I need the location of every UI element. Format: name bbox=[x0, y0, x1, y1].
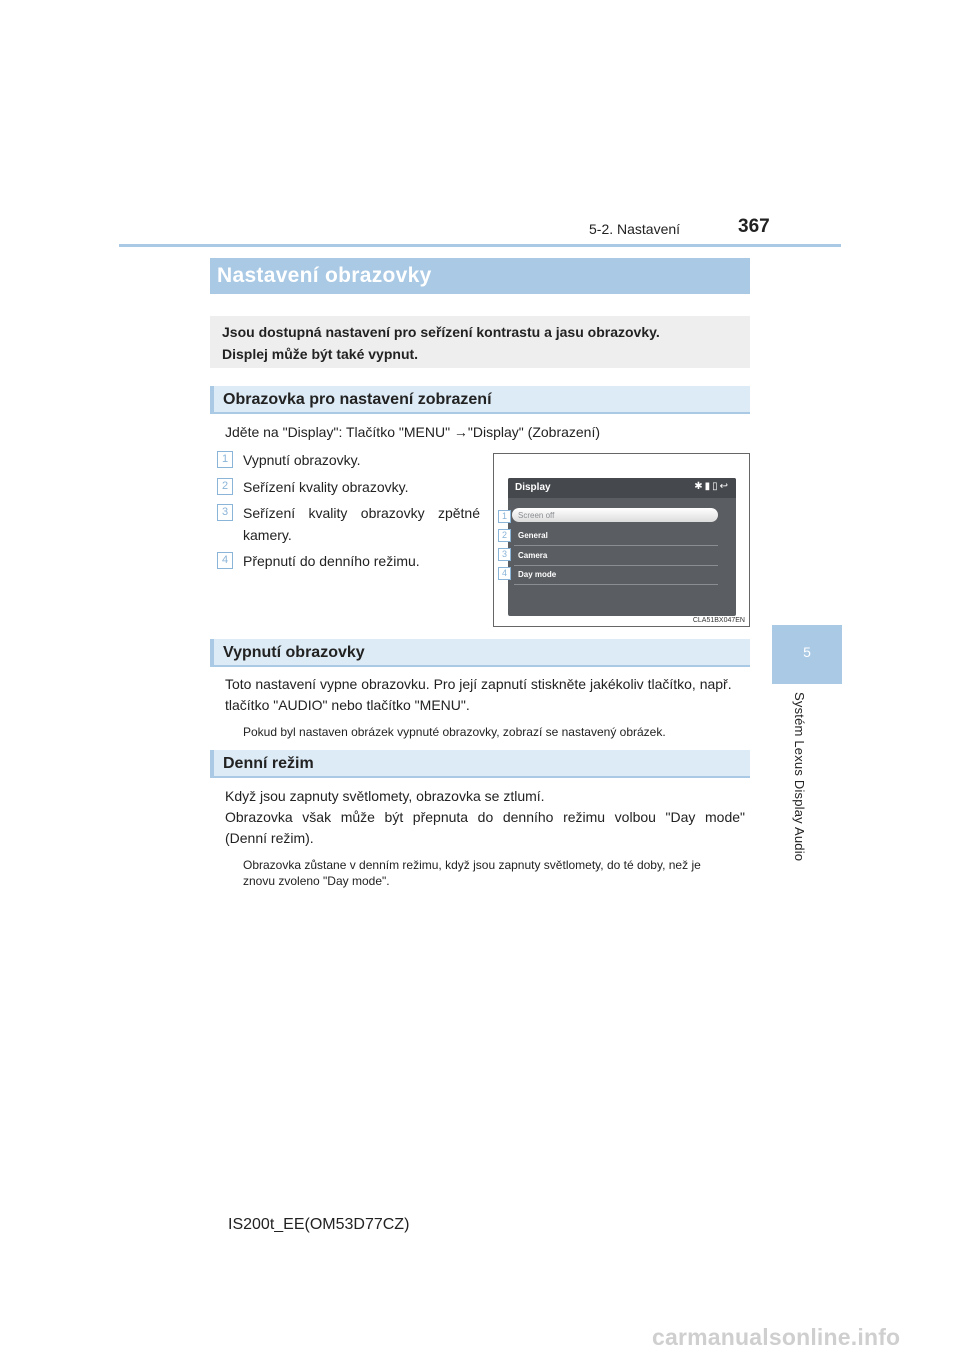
item-number: 2 bbox=[217, 478, 233, 495]
signal-icon: ▮ bbox=[704, 481, 713, 492]
chapter-title: Systém Lexus Display Audio bbox=[792, 692, 807, 862]
callout-number: 4 bbox=[498, 567, 511, 580]
figure-code: CLA51BX047EN bbox=[692, 617, 745, 624]
section-heading-screen-off: Vypnutí obrazovky bbox=[210, 639, 750, 667]
phone-icon: ▯ bbox=[712, 481, 720, 492]
item-number: 3 bbox=[217, 504, 233, 521]
bluetooth-icon: ✱ bbox=[694, 481, 705, 492]
note bbox=[243, 857, 746, 889]
body-line: Toto nastavení vypne obrazovku. Pro její zapnutí stiskněte jakékoliv tlačítko, např. bbox=[225, 676, 732, 692]
list-item: Seřízení kvality obrazovky zpětné bbox=[243, 505, 480, 521]
screen-item-general: General bbox=[518, 531, 548, 540]
page-number: 367 bbox=[738, 216, 770, 237]
display-screenshot bbox=[493, 453, 750, 627]
divider bbox=[514, 565, 718, 566]
divider bbox=[514, 584, 718, 585]
screen-item-screen-off: Screen off bbox=[518, 511, 555, 520]
list-item-continued: kamery. bbox=[243, 527, 292, 543]
list-item: Seřízení kvality obrazovky. bbox=[243, 479, 409, 495]
section2-body bbox=[225, 674, 745, 716]
section-heading-day-mode: Denní režim bbox=[210, 750, 750, 778]
arrow-icon: → bbox=[453, 424, 468, 440]
screen-item-camera: Camera bbox=[518, 551, 548, 560]
intro-box bbox=[210, 316, 750, 368]
body-line: tlačítko "AUDIO" nebo tlačítko "MENU". bbox=[225, 697, 470, 713]
list-item: Vypnutí obrazovky. bbox=[243, 452, 361, 468]
item-number: 4 bbox=[217, 552, 233, 569]
screen-item-day-mode: Day mode bbox=[518, 570, 557, 579]
note: Pokud byl nastaven obrázek vypnuté obrazovky, zobrazí se nastavený obrázek. bbox=[243, 725, 666, 739]
page-title: Nastavení obrazovky bbox=[210, 258, 750, 294]
item-number: 1 bbox=[217, 451, 233, 468]
watermark: carmanualsonline.info bbox=[652, 1324, 901, 1350]
divider bbox=[514, 545, 718, 546]
header-section: 5-2. Nastavení bbox=[589, 221, 681, 237]
status-icons bbox=[694, 481, 730, 492]
instruction-part-a: Jděte na "Display": Tlačítko "MENU" bbox=[225, 424, 454, 440]
chapter-number: 5 bbox=[803, 644, 811, 660]
screen bbox=[508, 478, 736, 616]
intro-line-2: Displej může být také vypnut. bbox=[222, 346, 419, 362]
note-line: Obrazovka zůstane v denním režimu, když jsou zapnuty světlomety, do té doby, než je bbox=[243, 858, 701, 872]
body-line: Když jsou zapnuty světlomety, obrazovka se ztlumí. bbox=[225, 788, 545, 804]
body-line: Obrazovka však může být přepnuta do denního režimu volbou "Day mode" bbox=[225, 809, 745, 825]
intro-line-1: Jsou dostupná nastavení pro seřízení kontrastu a jasu obrazovky. bbox=[222, 324, 660, 340]
list-item: Přepnutí do denního režimu. bbox=[243, 553, 420, 569]
instruction-part-b: "Display" (Zobrazení) bbox=[467, 424, 601, 440]
screen-title: Display bbox=[515, 482, 551, 493]
back-icon: ↩ bbox=[719, 481, 730, 492]
note-line: znovu zvoleno "Day mode". bbox=[243, 874, 390, 888]
section3-body bbox=[225, 786, 745, 849]
instruction bbox=[225, 422, 600, 443]
document-code: IS200t_EE(OM53D77CZ) bbox=[228, 1216, 410, 1233]
callout-number: 2 bbox=[498, 529, 511, 542]
header-rule bbox=[119, 244, 841, 247]
callout-number: 3 bbox=[498, 548, 511, 561]
callout-number: 1 bbox=[498, 510, 511, 523]
section-heading-display-settings: Obrazovka pro nastavení zobrazení bbox=[210, 386, 750, 414]
body-line: (Denní režim). bbox=[225, 830, 314, 846]
